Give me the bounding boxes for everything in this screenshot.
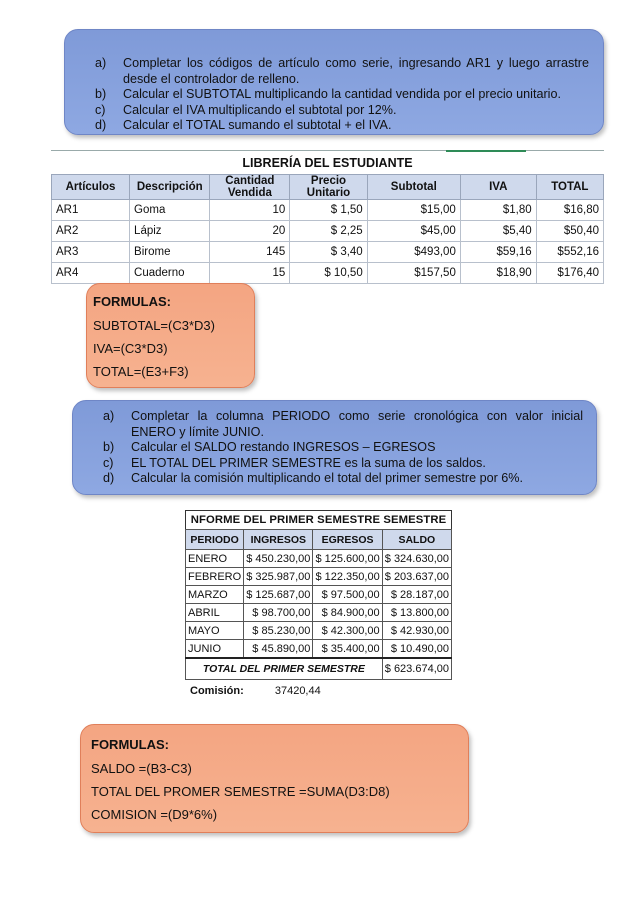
header-cell: Artículos	[52, 175, 130, 200]
cell-subtotal: $157,50	[367, 263, 460, 284]
cell-saldo: $ 203.637,00	[382, 568, 451, 586]
header-cell: SALDO	[382, 530, 451, 550]
cell-egresos: $ 84.900,00	[313, 604, 382, 622]
cell-articulo: AR2	[52, 221, 130, 242]
instruction-item: c) EL TOTAL DEL PRIMER SEMESTRE es la suma de los saldos.	[103, 455, 486, 470]
instruction-item: b) Calcular el SALDO restando INGRESOS – EGRESOS	[103, 440, 436, 454]
table-row	[186, 586, 452, 604]
cell-descripcion: Goma	[130, 200, 210, 221]
formulas-title: FORMULAS:	[93, 294, 171, 309]
header-cell: INGRESOS	[244, 530, 313, 550]
total-label: TOTAL DEL PRIMER SEMESTRE	[186, 658, 383, 680]
cell-egresos: $ 35.400,00	[313, 640, 382, 659]
formulas-box-2	[80, 724, 469, 833]
cell-articulo: AR3	[52, 242, 130, 263]
informe-title: NFORME DEL PRIMER SEMESTRE SEMESTRE	[185, 510, 452, 529]
cell-saldo: $ 42.930,00	[382, 622, 451, 640]
header-cell: IVA	[460, 175, 536, 200]
table-row	[52, 221, 604, 242]
cell-cantidad: 145	[210, 242, 290, 263]
cell-descripcion: Birome	[130, 242, 210, 263]
cell-saldo: $ 324.630,00	[382, 550, 451, 568]
table-header-row	[186, 530, 452, 550]
informe-grid	[185, 529, 452, 680]
instruction-item: d) Calcular el TOTAL sumando el subtotal + el IVA.	[95, 118, 392, 132]
header-cell: EGRESOS	[313, 530, 382, 550]
cell-saldo: $ 28.187,00	[382, 586, 451, 604]
cell-iva: $5,40	[460, 221, 536, 242]
cell-ingresos: $ 98.700,00	[244, 604, 313, 622]
table-row	[186, 604, 452, 622]
cell-periodo: MARZO	[186, 586, 244, 604]
header-cell: Descripción	[130, 175, 210, 200]
libreria-title: LIBRERÍA DEL ESTUDIANTE	[51, 150, 604, 175]
cell-cantidad: 20	[210, 221, 290, 242]
header-cell: PERIODO	[186, 530, 244, 550]
informe-table	[185, 510, 452, 680]
formula-line: SALDO =(B3-C3)	[91, 761, 192, 776]
comision-label: Comisión:	[190, 685, 244, 697]
cell-egresos: $ 125.600,00	[313, 550, 382, 568]
table-row	[186, 622, 452, 640]
libreria-table	[51, 150, 604, 290]
table-row	[52, 263, 604, 284]
cell-subtotal: $493,00	[367, 242, 460, 263]
header-cell: TOTAL	[536, 175, 603, 200]
cell-periodo: JUNIO	[186, 640, 244, 659]
cell-ingresos: $ 45.890,00	[244, 640, 313, 659]
cell-total: $50,40	[536, 221, 603, 242]
cell-periodo: ABRIL	[186, 604, 244, 622]
libreria-grid	[51, 174, 604, 284]
header-cell: Precio Unitario	[290, 175, 367, 200]
table-row	[186, 640, 452, 659]
cell-articulo: AR1	[52, 200, 130, 221]
cell-periodo: MAYO	[186, 622, 244, 640]
formula-line: COMISION =(D9*6%)	[91, 807, 218, 822]
instructions-list-2	[103, 409, 583, 487]
total-row	[186, 658, 452, 680]
instruction-item: d) Calcular la comisión multiplicando el total del primer semestre por 6%.	[103, 471, 523, 485]
formulas-title: FORMULAS:	[91, 737, 169, 752]
table-row	[52, 242, 604, 263]
cell-saldo: $ 10.490,00	[382, 640, 451, 659]
formulas-box-1	[86, 283, 255, 388]
table-row	[52, 200, 604, 221]
cell-subtotal: $15,00	[367, 200, 460, 221]
table-row	[186, 568, 452, 586]
cell-descripcion: Cuaderno	[130, 263, 210, 284]
cell-ingresos: $ 450.230,00	[244, 550, 313, 568]
cell-iva: $59,16	[460, 242, 536, 263]
formula-line: IVA=(C3*D3)	[93, 341, 168, 356]
cell-precio: $ 10,50	[290, 263, 367, 284]
cell-selection-marker	[446, 150, 526, 152]
comision-value: 37420,44	[274, 685, 321, 697]
formula-line: TOTAL DEL PROMER SEMESTRE =SUMA(D3:D8)	[91, 784, 390, 799]
cell-descripcion: Lápiz	[130, 221, 210, 242]
instruction-item: a) Completar los códigos de artículo como serie, ingresando AR1 y luego arrastre desde el controlador de relleno.	[95, 56, 589, 86]
formula-line: SUBTOTAL=(C3*D3)	[93, 318, 215, 333]
cell-iva: $1,80	[460, 200, 536, 221]
instructions-list-1	[95, 56, 589, 134]
cell-precio: $ 3,40	[290, 242, 367, 263]
cell-cantidad: 15	[210, 263, 290, 284]
cell-ingresos: $ 125.687,00	[244, 586, 313, 604]
table-header-row	[52, 175, 604, 200]
instruction-item: a) Completar la columna PERIODO como serie cronológica con valor inicial ENERO y límite JUNIO.	[103, 409, 583, 439]
cell-periodo: FEBRERO	[186, 568, 244, 586]
instruction-item: b) Calcular el SUBTOTAL multiplicando la cantidad vendida por el precio unitario.	[95, 87, 561, 101]
instructions-box-1	[64, 29, 604, 135]
total-value: $ 623.674,00	[382, 658, 451, 680]
cell-ingresos: $ 85.230,00	[244, 622, 313, 640]
comision-line	[190, 685, 321, 697]
cell-egresos: $ 122.350,00	[313, 568, 382, 586]
header-cell: Cantidad Vendida	[210, 175, 290, 200]
cell-total: $16,80	[536, 200, 603, 221]
cell-iva: $18,90	[460, 263, 536, 284]
instructions-box-2	[72, 400, 597, 495]
cell-precio: $ 1,50	[290, 200, 367, 221]
instruction-item: c) Calcular el IVA multiplicando el subtotal por 12%.	[95, 102, 397, 117]
cell-precio: $ 2,25	[290, 221, 367, 242]
cell-egresos: $ 97.500,00	[313, 586, 382, 604]
cell-periodo: ENERO	[186, 550, 244, 568]
header-cell: Subtotal	[367, 175, 460, 200]
cell-saldo: $ 13.800,00	[382, 604, 451, 622]
cell-articulo: AR4	[52, 263, 130, 284]
cell-egresos: $ 42.300,00	[313, 622, 382, 640]
cell-ingresos: $ 325.987,00	[244, 568, 313, 586]
cell-total: $552,16	[536, 242, 603, 263]
table-row	[186, 550, 452, 568]
cell-cantidad: 10	[210, 200, 290, 221]
cell-subtotal: $45,00	[367, 221, 460, 242]
cell-total: $176,40	[536, 263, 603, 284]
formula-line: TOTAL=(E3+F3)	[93, 364, 189, 379]
